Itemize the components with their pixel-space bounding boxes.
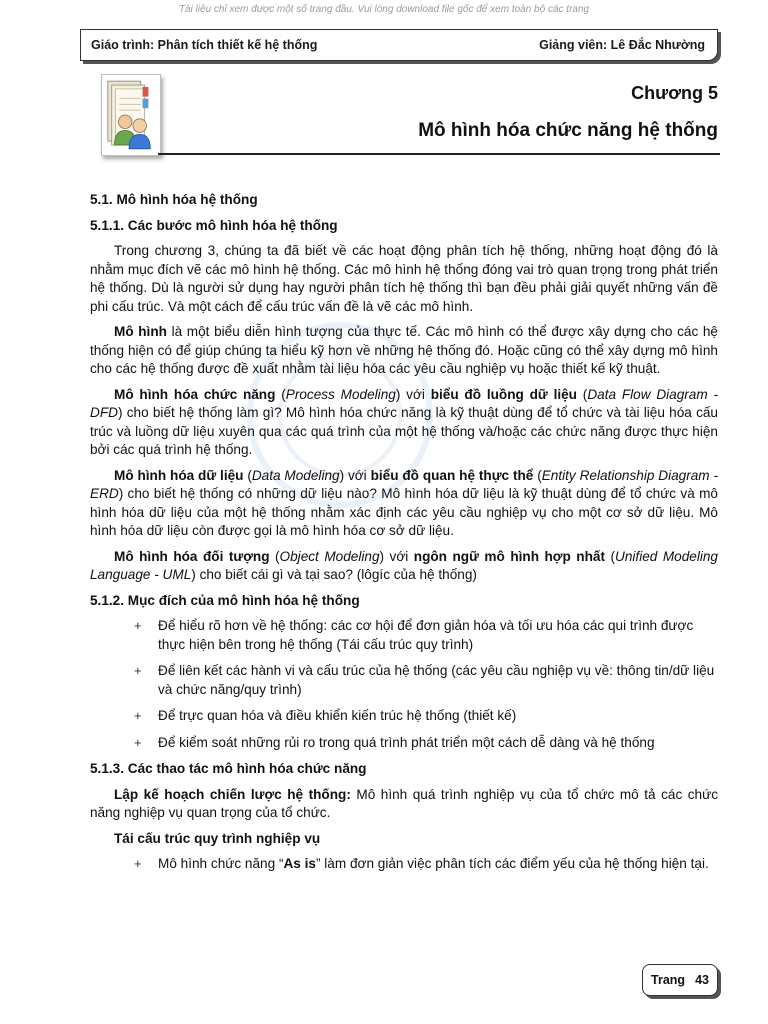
page-number-box [642, 964, 718, 996]
text-run: Mô hình chức năng “ [158, 856, 284, 871]
plus-bullet-icon: + [134, 618, 142, 633]
section-heading: 5.1.1. Các bước mô hình hóa hệ thống [90, 217, 338, 233]
list-item [134, 617, 718, 654]
text-run: ( [533, 467, 542, 483]
italic-text: Data Flow Diagram - DFD [90, 386, 719, 420]
page-header [80, 29, 718, 61]
page-label: Trang [651, 973, 686, 987]
text-run: Mô hình quá trình nghiệp vụ của tổ chức mô tả các chức năng nghiệp vụ quan trọng của tổ chức. [90, 786, 718, 820]
bold-text: biểu đồ quan hệ thực thể [370, 467, 534, 483]
italic-text: Object Modeling [279, 548, 380, 564]
bold-text: ngôn ngữ mô hình hợp nhất [413, 548, 605, 564]
text-run: Trong chương 3, chúng ta đã biết về các hoạt động phân tích hệ thống, những hoạt động đó là nhằm mục đích vẽ các mô hình hệ thống. Các mô hình hệ thống đóng vai trò quan trọng trong phát triển hệ thống. Dù là người sử dụng hay người phân tích hệ thống thì bạn đều phải giải quyết những vấn đề phi cấu trúc. Và một cách để cấu trúc vấn đề là vẽ các mô hình. [90, 243, 718, 314]
text-run: ) cho biết hệ thống làm gì? Mô hình hóa chức năng là kỹ thuật dùng để tổ chức và tài liệu hóa cấu trúc và luồng dữ liệu xuyên qua các quá trình của một hệ thống và/hoặc các chức năng được thực hiện bởi các quá trình hệ thống. [90, 405, 718, 457]
bold-text: Lập kế hoạch chiến lược hệ thống: [114, 786, 351, 802]
text-run: Để kiểm soát những rủi ro trong quá trình phát triển một cách dễ dàng và hệ thống [158, 734, 655, 750]
text-run: ( [275, 386, 286, 402]
bold-text: As is [283, 856, 316, 871]
text-run: ) với [339, 467, 371, 483]
list-item [134, 707, 718, 726]
bold-text: Mô hình hóa dữ liệu [114, 467, 244, 483]
page-number: 43 [695, 973, 709, 987]
text-run: Để trực quan hóa và điều khiển kiến trúc hệ thống (thiết kế) [158, 708, 517, 723]
plus-bullet-icon: + [134, 663, 142, 678]
text-run: ( [269, 548, 280, 564]
text-run: ) cho biết cái gì và tại sao? (lôgíc của hệ thống) [191, 567, 477, 582]
paragraph [90, 548, 718, 585]
section-heading: 5.1.2. Mục đích của mô hình hóa hệ thống [90, 592, 360, 608]
paragraph [90, 467, 718, 541]
list-item [134, 734, 718, 753]
text-run: ( [576, 386, 588, 402]
italic-text: Process Modeling [285, 386, 396, 402]
bold-text: Mô hình hóa đối tượng [114, 548, 270, 564]
sub-heading: Tái cấu trúc quy trình nghiệp vụ [114, 830, 321, 846]
download-notice: Tài liệu chỉ xem được một số trang đầu. Vui lòng download file gốc để xem toàn bộ các trang [178, 4, 590, 15]
paragraph [90, 323, 718, 379]
text-run: Để liên kết các hành vi và cấu trúc của hệ thống (các yêu cầu nghiệp vụ về: thông tin/dữ liệu và chức năng/quy trình) [158, 663, 715, 697]
paragraph [90, 386, 718, 460]
plus-bullet-icon: + [134, 708, 142, 723]
text-run: Để hiểu rõ hơn về hệ thống: các cơ hội để đơn giản hóa và tối ưu hóa các qui trình được thực hiện bên trong hệ thống (Tái cấu trúc quy trình) [158, 618, 694, 652]
list-item [134, 662, 718, 699]
italic-text: Data Modeling [251, 467, 340, 483]
italic-text: Unified Modeling Language - UML [90, 548, 718, 582]
bold-text: biểu đồ luồng dữ liệu [430, 386, 577, 402]
bold-text: Mô hình hóa chức năng [114, 386, 276, 402]
chapter-title: Mô hình hóa chức năng hệ thống [418, 120, 718, 141]
text-run: ) với [379, 548, 414, 564]
section-heading: 5.1. Mô hình hóa hệ thống [90, 192, 258, 207]
paragraph [90, 242, 718, 316]
text-run: ) với [395, 386, 431, 402]
section-heading: 5.1.3. Các thao tác mô hình hóa chức năng [90, 761, 367, 776]
users-book-icon [101, 74, 161, 156]
lecturer-name: Giảng viên: Lê Đắc Nhường [539, 38, 705, 52]
paragraph [90, 786, 718, 823]
text-run: ( [604, 548, 616, 564]
plus-bullet-icon: + [134, 856, 142, 871]
italic-text: Entity Relationship Diagram - ERD [90, 467, 718, 501]
bullet-list [90, 617, 718, 752]
bullet-list [90, 855, 718, 874]
bold-text: Mô hình [114, 324, 167, 339]
plus-bullet-icon: + [134, 734, 142, 750]
text-run: ( [243, 467, 252, 483]
chapter-divider [158, 153, 720, 155]
list-item [134, 855, 718, 874]
document-body [90, 191, 718, 882]
text-run: ) cho biết hệ thống có những dữ liệu nào? Mô hình hóa dữ liệu là kỹ thuật dùng để tổ chức và mô hình hóa dữ liệu của một hệ thống nhằm xác định các yêu cầu nghiệp vụ cho một cơ sở dữ liệu. Mô hình hóa dữ liệu còn được gọi là mô hình hóa cơ sở dữ liệu. [90, 486, 718, 538]
text-run: ” làm đơn giản việc phân tích các điểm yếu của hệ thống hiện tại. [315, 856, 709, 871]
course-title: Giáo trình: Phân tích thiết kế hệ thống [91, 38, 318, 52]
text-run: là một biểu diễn hình tượng của thực tế. Các mô hình có thể được xây dựng cho các hệ thống hiện có để giúp chúng ta hiểu kỹ hơn về những hệ thống đó. Hoặc cũng có thể xây dựng mô hình cho các hệ thống được đề xuất nhằm tài liệu hóa các yêu cầu nghiệp vụ hoặc thiết kế kỹ thuật. [90, 324, 718, 376]
chapter-number: Chương 5 [631, 83, 718, 103]
